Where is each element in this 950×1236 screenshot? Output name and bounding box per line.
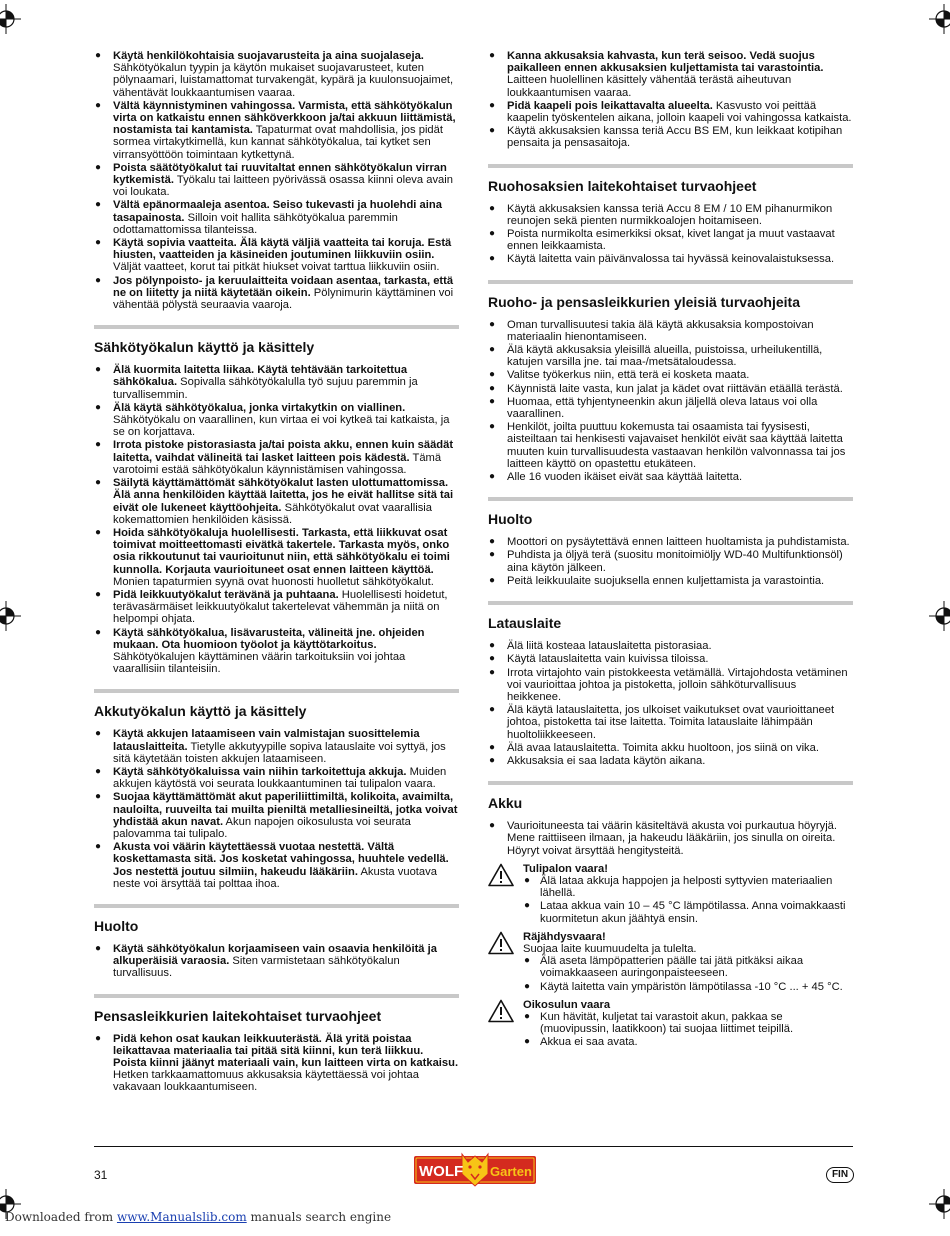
warning-title: Räjähdysvaara!: [523, 930, 606, 943]
bullet-item: [488, 319, 853, 343]
section-title: Latauslaite: [488, 615, 562, 632]
download-prefix: Downloaded from: [5, 1210, 114, 1224]
warning-item: ● Älä aseta lämpöpatterien päälle tai jätä pitkäksi aikaa voimakkaaseen auringonpaisteeseen.: [523, 955, 853, 979]
left-sections: [94, 325, 459, 1093]
bullet-text: Akkusaksia ei saa ladata käytön aikana.: [507, 754, 706, 767]
section: [488, 601, 853, 767]
bullet-bold-text: Hoida sähkötyökaluja huolellisesti. Tarkasta, että liikkuvat osat toimivat moitteettomasti eivätkä takertele. Tarkasta myös, onko osia rikkoutunut tai vaurioitunut niin, että sähkötyökalu ei toimi kunnolla. Korjauta vaurioituneet osat ennen laitteen käyttöä.: [113, 526, 450, 576]
bullet-text: Moottori on pysäytettävä ennen laitteen huoltamista ja puhdistamista.: [507, 536, 850, 549]
bullet-text: Alle 16 vuoden ikäiset eivät saa käyttää laitetta.: [507, 471, 743, 484]
bullet-item: [94, 237, 459, 274]
bullet-text: Oman turvallisuutesi takia älä käytä akkusaksia kompostoivan materiaalin hienontamiseen.: [507, 318, 814, 343]
registration-mark: [929, 601, 950, 631]
section: [488, 781, 853, 857]
bullet-item: [94, 100, 459, 161]
bullet-bold-text: Käytä henkilökohtaisia suojavarusteita ja aina suojalaseja.: [113, 50, 424, 62]
warning-list: [488, 863, 853, 1049]
section-title: Sähkötyökalun käyttö ja käsittely: [94, 339, 315, 356]
bullet-text: Älä avaa latauslaitetta. Toimita akku huoltoon, jos siinä on vika.: [507, 741, 819, 754]
section-list: [488, 203, 853, 266]
bullet-item: [488, 50, 853, 99]
bullet-text: Hetken tarkkaamattomuus akkusaksia käytettäessä voi johtaa vakavaan loukkaantumiseen.: [113, 1069, 419, 1094]
wolf-garten-logo: [414, 1152, 536, 1188]
logo-text-wolf: WOLF: [419, 1163, 464, 1180]
section-list: [94, 728, 459, 890]
section-list: [94, 943, 459, 980]
language-badge: FIN: [826, 1167, 854, 1183]
bullet-item: [94, 199, 459, 236]
right-intro-list: [488, 50, 853, 150]
bullet-item: [94, 402, 459, 439]
download-note: [5, 1210, 391, 1224]
bullet-bold-text: Suojaa käyttämättömät akut paperiliittimiltä, kolikoita, avaimilta, nauloilta, ruuveilta tai muilta pieniltä metalliesineiltä, jotka voivat yhdistää akun navat.: [113, 791, 458, 828]
warning-triangle-icon: [488, 999, 514, 1023]
section: [94, 994, 459, 1094]
bullet-item: [488, 755, 853, 767]
bullet-item: [488, 653, 853, 665]
bullet-item: [488, 396, 853, 420]
bullet-text: Poista nurmikolta esimerkiksi oksat, kivet langat ja muut vastaavat ennen leikkaamista.: [507, 228, 835, 253]
registration-mark: [929, 1189, 950, 1219]
section-list: [94, 364, 459, 675]
bullet-text: Sähkötyökalut ovat vaarallisia kokemattomien henkilöiden käsissä.: [113, 501, 432, 526]
bullet-text: Sähkötyökalujen käyttäminen väärin tarkoituksiin voi johtaa vaarallisiin tilanteisiin.: [113, 650, 406, 676]
bullet-text: Sopivalla sähkötyökalulla työ sujuu paremmin ja turvallisemmin.: [113, 376, 418, 401]
section: [94, 689, 459, 890]
bullet-item: [94, 439, 459, 476]
bullet-text: Väljät vaatteet, korut tai pitkät hiukset voivat tarttua liikkuviin osiin.: [113, 261, 440, 274]
bullet-bold-text: Älä käytä sähkötyökalua, jonka virtakytkin on viallinen.: [113, 401, 406, 414]
bullet-item: [94, 841, 459, 890]
bullet-text: Huolellisesti hoidetut, terävasärmäiset leikkuutyökalut takertelevat vähemmän ja niitä on helpompi ohjata.: [113, 588, 448, 626]
bullet-item: [488, 100, 853, 124]
section-list: [488, 820, 853, 857]
bullet-item: [94, 728, 459, 765]
bullet-text: Käytä akkusaksien kanssa teriä Accu BS EM, kun leikkaat kotipihan pensaita ja pensasaitoja.: [507, 125, 843, 150]
bullet-bold-text: Käytä sähkötyökaluissa vain niihin tarkoitettuja akkuja.: [113, 765, 407, 778]
bullet-text: Muiden akkujen käytöstä voi seurata loukkaantuminen tai tulipalon vaara.: [113, 765, 447, 791]
bullet-bold-text: Vältä epänormaaleja asentoa. Seiso tukevasti ja huolehdi aina tasapainosta.: [113, 199, 442, 224]
section-title: Pensasleikkurien laitekohtaiset turvaohjeet: [94, 1007, 382, 1024]
registration-mark: [0, 601, 21, 631]
bullet-text: Laitteen huolellinen käsittely vähentää terästä aiheutuvan loukkaantumisen vaaraa.: [507, 74, 792, 99]
bullet-item: [94, 943, 459, 980]
bullet-bold-text: Käytä sähkötyökalua, lisävarusteita, välineitä jne. ohjeiden mukaan. Ota huomioon työolot ja käyttötarkoitus.: [113, 626, 425, 651]
logo-text-garten: Garten: [490, 1164, 532, 1179]
bullet-item: [488, 742, 853, 754]
bullet-text: Peitä leikkuulaite suojuksella ennen kuljettamista ja varastointia.: [507, 574, 825, 587]
warning-title: Tulipalon vaara!: [523, 862, 608, 875]
bullet-item: [488, 383, 853, 395]
bullet-bold-text: Käytä sähkötyökalun korjaamiseen vain osaavia henkilöitä ja alkuperäisiä varaosia.: [113, 942, 437, 968]
registration-mark: [0, 4, 21, 34]
right-sections: [488, 164, 853, 857]
warning-triangle-icon: [488, 863, 514, 887]
warning-triangle-icon: [488, 931, 514, 955]
bullet-text: Henkilöt, joilta puuttuu kokemusta tai osaamista tai fyysisesti, aisteiltaan tai henkisesti vajavaiset henkilöt eivät saa käyttää laitetta muuten kuin turvallisuudesta vastaavan henkilön valvonnassa tai jos laitteen käyttö on opastettu etukäteen.: [507, 421, 846, 470]
bullet-text: Sähkötyökalu on vaarallinen, kun virtaa ei voi kytkeä tai katkaista, ja se on korjattava.: [113, 414, 450, 439]
section-list: [94, 1033, 459, 1094]
bullet-item: [94, 50, 459, 99]
bullet-item: [94, 766, 459, 790]
bullet-text: Huomaa, että tyhjentyneenkin akun jäljellä oleva lataus voi olla vaarallinen.: [507, 395, 818, 421]
manualslib-link[interactable]: www.Manualslib.com: [116, 1210, 247, 1224]
warning-item: ● Akkua ei saa avata.: [523, 1036, 853, 1048]
bullet-bold-text: Pidä leikkuutyökalut terävänä ja puhtaana.: [113, 588, 339, 601]
warning-items: [523, 1011, 853, 1049]
section-title: Akku: [488, 795, 523, 812]
bullet-item: [488, 704, 853, 741]
bullet-item: [488, 203, 853, 227]
bullet-item: [488, 471, 853, 483]
bullet-item: [94, 364, 459, 401]
right-column: [488, 50, 853, 1050]
bullet-item: [488, 575, 853, 587]
bullet-item: [488, 820, 853, 857]
bullet-text: Tietylle akkutyypille sopiva latauslaite voi syttyä, jos sitä käytetään toisten akkujen lataamiseen.: [113, 740, 446, 765]
bullet-text: Vaurioituneesta tai väärin käsiteltävä akusta voi purkautua höyryjä. Mene raittiiseen ilmaan, ja hakeudu lääkäriin, jos sinulla on oireita. Höyryt voivat ärsyttää hengitysteitä.: [507, 820, 838, 857]
warning-items: [523, 875, 853, 925]
section: [488, 280, 853, 484]
bullet-item: [94, 589, 459, 626]
bullet-bold-text: Kanna akkusaksia kahvasta, kun terä seisoo. Vedä suojus paikalleen ennen akkusaksien kuljettamista tai varastointia.: [507, 50, 824, 75]
bullet-item: [94, 162, 459, 199]
section: [94, 904, 459, 980]
bullet-item: [488, 125, 853, 149]
bullet-bold-text: Käytä akkujen lataamiseen vain valmistajan suosittelemia latauslaitteita.: [113, 728, 420, 753]
bullet-item: [488, 667, 853, 704]
bullet-text: Akun napojen oikosulusta voi seurata palovamma tai tulipalo.: [113, 815, 411, 840]
bullet-text: Puhdista ja öljyä terä (suositu monitoimiöljy WD-40 Multifunktionsöl) aina käytön jälkeen.: [507, 549, 843, 574]
footer-rule: [94, 1146, 853, 1147]
bullet-text: Valitse työkerkus niin, että terä ei kosketa maata.: [507, 369, 750, 382]
left-column: [94, 50, 459, 1095]
section-title: Ruoho- ja pensasleikkurien yleisiä turvaohjeita: [488, 293, 800, 310]
download-suffix: manuals search engine: [250, 1210, 392, 1224]
bullet-text: Akusta vuotava neste voi ärsyttää tai polttaa ihoa.: [113, 865, 437, 890]
bullet-item: [94, 627, 459, 676]
bullet-item: [488, 640, 853, 652]
bullet-item: [488, 536, 853, 548]
bullet-bold-text: Säilytä käyttämättömät sähkötyökalut lasten ulottumattomissa. Älä anna henkilöiden käyttää laitetta, jos he eivät hallitse sitä tai eivät ole lukeneet käyttöohjeita.: [113, 477, 454, 514]
bullet-text: Tämä varotoimi estää sähkötyökalun käynnistämisen vahingossa.: [113, 451, 442, 476]
bullet-bold-text: Akusta voi väärin käytettäessä vuotaa nestettä. Vältä koskettamasta sitä. Jos kosketat vahingossa, huuhtele vedellä. Jos nestettä joutuu silmiin, hakeudu lääkäriin.: [113, 841, 449, 878]
bullet-text: Kasvusto voi peittää kaapelin työskentelen aikana, jolloin kaapeli voi vahingossa katkaista.: [507, 99, 852, 125]
section-title: Ruohosaksien laitekohtaiset turvaohjeet: [488, 177, 757, 194]
warning-title: Oikosulun vaara: [523, 998, 611, 1011]
bullet-text: Sähkötyökalun tyypin ja käytön mukaiset suojavarusteet, kuten pölynaamari, luistamattomat turvakengät, kypärä ja kuulonsuojaimet, vähentävät loukkaantumisen vaaraa.: [113, 62, 454, 99]
bullet-text: Silloin voit hallita sähkötyökalua paremmin odottamattomissa tilanteissa.: [113, 211, 398, 236]
warning-block: [488, 931, 853, 993]
section-title: Huolto: [94, 917, 139, 934]
warning-item: ● Käytä laitetta vain ympäristön lämpötilassa -10 °C ... + 45 °C.: [523, 981, 853, 993]
section: [94, 325, 459, 675]
left-intro-list: [94, 50, 459, 311]
bullet-text: Siten varmistetaan sähkötyökalun turvallisuus.: [113, 955, 400, 980]
section-list: [488, 536, 853, 587]
bullet-bold-text: Älä kuormita laitetta liikaa. Käytä tehtävään tarkoitettua sähkökalua.: [113, 364, 408, 389]
bullet-bold-text: Vältä käynnistyminen vahingossa. Varmista, että sähkötyökalun virta on katkaistu ennen sähköverkkoon ja/tai akkuun liittämistä, nostamista tai kantamista.: [113, 99, 456, 137]
bullet-item: [488, 344, 853, 368]
bullet-item: [488, 228, 853, 252]
warning-item: ● Älä lataa akkuja happojen ja helposti syttyvien materiaalien lähellä.: [523, 875, 853, 899]
warning-block: [488, 999, 853, 1049]
bullet-bold-text: Irrota pistoke pistorasiasta ja/tai poista akku, ennen kuin säädät laitetta, vaihdat välineitä tai lasket laitteen pois kädestä.: [113, 439, 454, 464]
bullet-bold-text: Käytä sopivia vaatteita. Älä käytä väljiä vaatteita tai koruja. Estä hiusten, vaatteiden ja käsineiden joutuminen liikkuviin osiin.: [113, 237, 452, 262]
section-title: Huolto: [488, 511, 533, 528]
bullet-item: [488, 369, 853, 381]
bullet-text: Käytä akkusaksien kanssa teriä Accu 8 EM / 10 EM pihanurmikon reunojen sekä pienten nurmikkoalojen hoitamiseen.: [507, 202, 833, 227]
warning-items: [523, 955, 853, 993]
bullet-text: Älä käytä latauslaitetta, jos ulkoiset vaikutukset ovat vaurioittaneet johtoa, pistoketta tai itse laitetta. Toimita latauslaite lähimpään huoltoliikkeeseen.: [507, 704, 835, 741]
bullet-item: [94, 275, 459, 312]
bullet-text: Älä käytä akkusaksia yleisillä alueilla, puistoissa, urheilukentillä, katujen varsilla jne. tai maa-/metsätaloudessa.: [507, 344, 823, 369]
bullet-item: [488, 549, 853, 573]
bullet-text: Monien tapaturmien syynä ovat huonosti huolletut sähkötyökalut.: [113, 575, 434, 588]
section-list: [488, 640, 853, 767]
bullet-bold-text: Jos pölynpoisto- ja keruulaitteita voidaan asentaa, tarkasta, että ne on liitetty ja niitä käytetään oikein.: [113, 274, 454, 299]
bullet-bold-text: Pidä kaapeli pois leikattavalta alueelta.: [507, 99, 713, 112]
warning-item: ● Lataa akkua vain 10 – 45 °C lämpötilassa. Anna voimakkaasti kuormitetun akun jäähtyä ensin.: [523, 900, 853, 924]
bullet-bold-text: Pidä kehon osat kaukan leikkuuterästä. Älä yritä poistaa leikattavaa materiaalia tai pitää sitä kiinni, kun terä liikkuu. Poista kiinni jäänyt materiaali vain, kun laitteen virta on katkaisu.: [113, 1032, 459, 1069]
bullet-text: Pölynimurin käyttäminen voi vähentää pölystä seuraavia vaaroja.: [113, 286, 454, 312]
section-title: Akkutyökalun käyttö ja käsittely: [94, 703, 307, 720]
warning-block: [488, 863, 853, 925]
bullet-text: Käytä latauslaitetta vain kuivissa tiloissa.: [507, 653, 709, 666]
bullet-item: [94, 477, 459, 526]
bullet-bold-text: Poista säätötyökalut tai ruuvitaltat ennen sähkötyökalun virran kytkemistä.: [113, 161, 447, 187]
warning-text: Suojaa laite kuumuudelta ja tulelta.: [523, 942, 697, 955]
bullet-text: Käytä laitetta vain päivänvalossa tai hyvässä keinovalaistuksessa.: [507, 253, 835, 266]
bullet-text: Tapaturmat ovat mahdollisia, jos pidät sormea virtakytkimellä, kun kannat sähkötyökalua, tai kytket sen virransyöttöön toimintaan kytkettynä.: [113, 124, 443, 161]
bullet-item: [94, 791, 459, 840]
bullet-text: Irrota virtajohto vain pistokkeesta vetämällä. Virtajohdosta vetäminen voi vaurioittaa johtoa ja pistoketta, jolloin sähköturvallisuus heikkenee.: [507, 666, 848, 703]
bullet-text: Työkalu tai laitteen pyörivässä osassa kiinni oleva avain voi loukata.: [113, 174, 453, 199]
bullet-item: [488, 253, 853, 265]
warning-item: ● Kun hävität, kuljetat tai varastoit akun, pakkaa se (muovipussin, laatikkoon) tai suojaa liittimet teipillä.: [523, 1011, 853, 1035]
section: [488, 497, 853, 587]
bullet-item: [488, 421, 853, 470]
section: [488, 164, 853, 266]
page-number: 31: [94, 1168, 108, 1182]
bullet-text: Käynnistä laite vasta, kun jalat ja kädet ovat riittävän etäällä terästä.: [507, 382, 843, 395]
bullet-item: [94, 1033, 459, 1094]
section-list: [488, 319, 853, 484]
bullet-item: [94, 527, 459, 588]
registration-mark: [929, 4, 950, 34]
bullet-text: Älä liitä kosteaa latauslaitetta pistorasiaa.: [507, 640, 712, 653]
